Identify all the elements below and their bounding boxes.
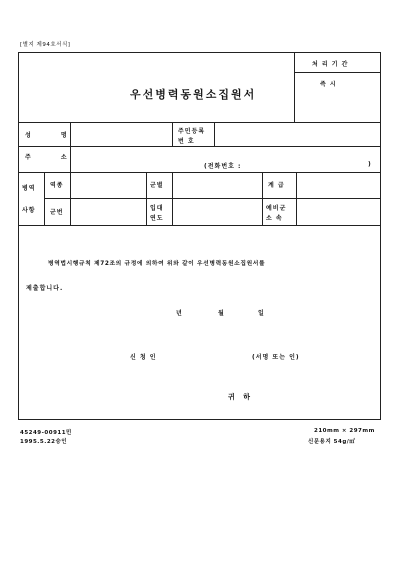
period-box-divider (294, 52, 295, 122)
resident-no-label-1: 주민등록 (178, 128, 206, 135)
enlist-year-label-1: 입대 (150, 205, 164, 212)
row-line-3 (44, 198, 381, 199)
address-label: 주 소 (25, 154, 81, 161)
name-label: 성 명 (25, 132, 81, 139)
col-line-resident-right (214, 122, 215, 146)
row-line-1 (18, 146, 381, 147)
service-type-field[interactable] (72, 174, 144, 196)
processing-period-label: 처 리 기 간 (312, 61, 349, 68)
col-line-military (44, 172, 45, 226)
col-line-sublabel (70, 172, 71, 226)
body-text-2: 제출합니다. (26, 285, 64, 292)
form-code: [별지 제94호서식] (20, 42, 71, 48)
phone-close: ) (368, 161, 372, 168)
enlist-year-field[interactable] (174, 200, 260, 223)
date-year: 년 (176, 310, 183, 317)
name-field[interactable] (72, 124, 170, 144)
applicant-field[interactable] (162, 348, 242, 360)
date-day: 일 (258, 310, 265, 317)
period-box-hline (294, 72, 381, 73)
reserve-label-1: 예비군 (266, 205, 287, 212)
army-type-label: 군별 (150, 182, 164, 189)
enlist-year-label-2: 연도 (150, 215, 164, 222)
col-line-2 (146, 172, 147, 226)
phone-label: (전화번호 : (204, 163, 242, 170)
rank-label: 계 급 (268, 182, 285, 189)
col-line-resident-left (172, 122, 173, 146)
footer-left-1: 45249-00911민 (20, 430, 72, 436)
processing-period-value: 즉 시 (320, 81, 337, 88)
footer-right-2: 신문용지 54g/㎡ (308, 439, 356, 445)
military-label-2: 사항 (22, 207, 36, 214)
col-line-4 (262, 172, 263, 226)
date-month: 월 (218, 310, 225, 317)
signature-label: (서명 또는 인) (252, 354, 300, 361)
footer-right-1: 210mm × 297mm (314, 428, 375, 434)
branch-label: 군번 (50, 209, 64, 216)
body-text-1: 병역법시행규칙 제72조의 규정에 의하여 위와 같이 우선병력동원소집원서를 (48, 261, 266, 267)
military-label-1: 병역 (22, 185, 36, 192)
branch-field[interactable] (72, 200, 144, 223)
footer-left-2: 1995.5.22승인 (20, 439, 68, 445)
army-type-field[interactable] (174, 174, 260, 196)
col-line-5 (296, 172, 297, 226)
resident-no-label-2: 번 호 (178, 138, 195, 145)
form-frame (18, 52, 381, 420)
row-line-2 (18, 172, 381, 173)
resident-no-field[interactable] (216, 124, 379, 144)
reserve-label-2: 소 속 (266, 215, 283, 222)
table-top-line (18, 122, 381, 123)
service-type-label: 역종 (50, 182, 64, 189)
rank-field[interactable] (298, 174, 379, 196)
table-bottom-line (18, 225, 381, 226)
col-line-3 (172, 172, 173, 226)
form-title: 우선병력동원소집원서 (130, 88, 257, 101)
addressee: 귀 하 (228, 393, 253, 401)
address-field[interactable] (72, 148, 379, 158)
reserve-field[interactable] (298, 200, 379, 223)
applicant-label: 신 청 인 (130, 354, 157, 361)
